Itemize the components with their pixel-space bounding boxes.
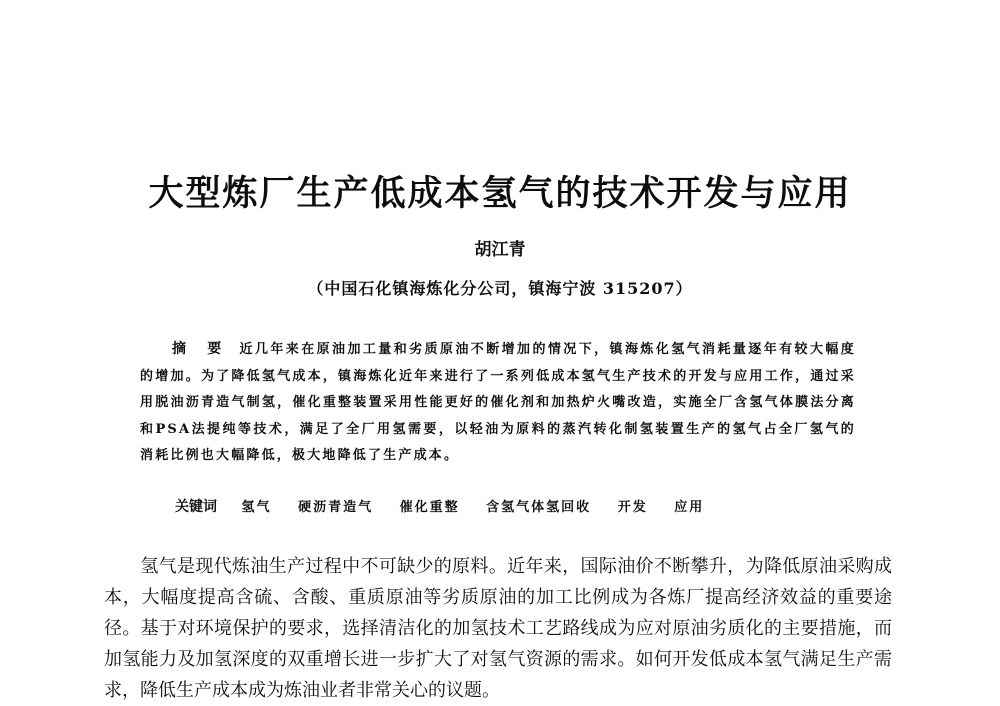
keyword-item: 硬沥青造气 xyxy=(298,500,374,515)
abstract xyxy=(140,336,856,470)
paper-title: 大型炼厂生产低成本氢气的技术开发与应用 xyxy=(148,174,852,214)
author-affiliation: （中国石化镇海炼化分公司，镇海宁波 315207） xyxy=(307,279,693,298)
body-paragraph-text: 氢气是现代炼油生产过程中不可缺少的原料。近年来，国际油价不断攀升，为降低原油采购成本，大幅度提高含硫、含酸、重质原油等劣质原油的加工比例成为各炼厂提高经济效益的重要途径。基于对环境保护的要求，选择清洁化的加氢技术工艺路线成为应对原油劣质化的主要措施，而加氢能力及加氢深度的双重增长进一步扩大了对氢气资源的需求。如何开发低成本氢气满足生产需求，降低生产成本成为炼油业者非常关心的议题。 xyxy=(104,556,892,701)
keyword-item: 开发 xyxy=(617,500,648,515)
body-paragraph xyxy=(104,551,892,706)
keyword-item: 含氢气体氢回收 xyxy=(486,500,592,515)
keyword-item: 氢气 xyxy=(241,500,272,515)
abstract-text: 近几年来在原油加工量和劣质原油不断增加的情况下，镇海炼化氢气消耗量逐年有较大幅度的增加。为了降低氢气成本，镇海炼化近年来进行了一系列低成本氢气生产技术的开发与应用工作，通过采用脱油沥青造气制氢，催化重整装置采用性能更好的催化剂和加热炉火嘴改造，实施全厂含氢气体膜法分离和PSA法提纯等技术，满足了全厂用氢需要，以轻油为原料的蒸汽转化制氢装置生产的氢气占全厂氢气的消耗比例也大幅降低，极大地降低了生产成本。 xyxy=(140,342,856,463)
keyword-item: 催化重整 xyxy=(399,500,460,515)
keywords-label: 关键词 xyxy=(175,499,217,515)
author-name: 胡江青 xyxy=(474,240,526,260)
abstract-label: 摘 要 xyxy=(172,341,230,357)
keyword-item: 应用 xyxy=(674,500,705,515)
keywords xyxy=(175,495,726,520)
